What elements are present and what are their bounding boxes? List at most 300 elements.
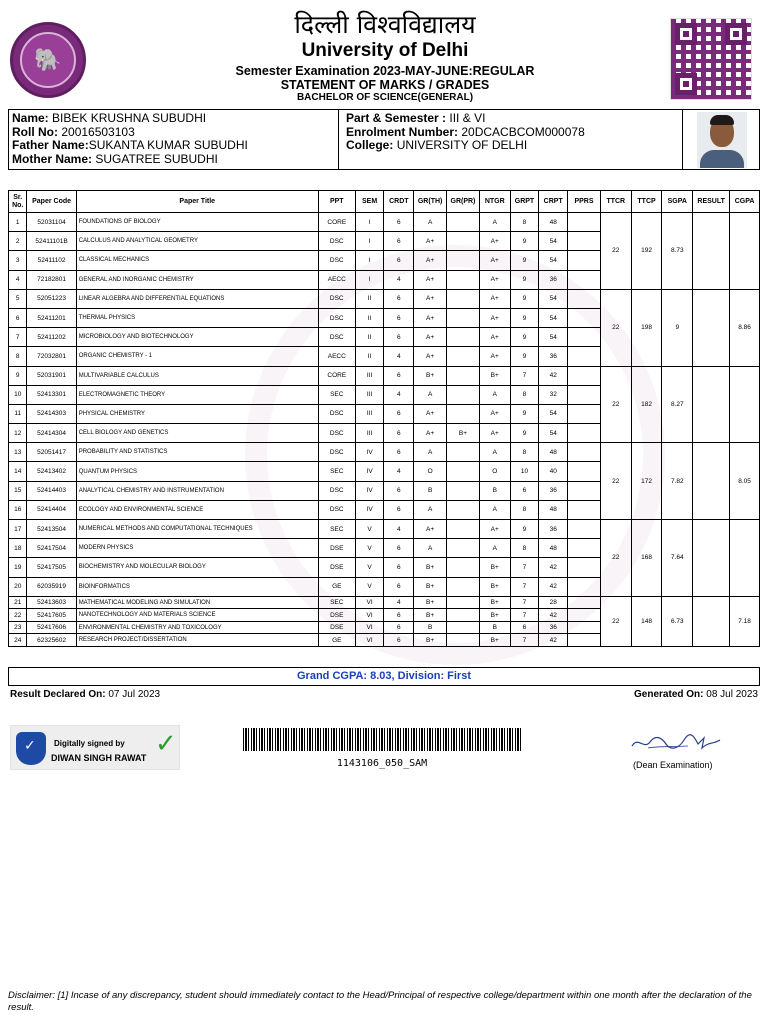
paper-title-cell: FOUNDATIONS OF BIOLOGY bbox=[76, 213, 318, 232]
crdt-cell: 6 bbox=[384, 577, 414, 596]
gr-th-cell: A+ bbox=[414, 270, 447, 289]
column-header: PPRS bbox=[568, 191, 601, 213]
ntgr-cell: B+ bbox=[479, 558, 510, 577]
enrolment-details bbox=[340, 110, 683, 169]
crpt-cell: 28 bbox=[539, 596, 568, 609]
gr-pr-cell bbox=[447, 621, 480, 634]
crdt-cell: 6 bbox=[384, 232, 414, 251]
ntgr-cell: A+ bbox=[479, 232, 510, 251]
ttcp-cell: 192 bbox=[631, 213, 662, 290]
table-row bbox=[9, 366, 760, 385]
sem-cell: V bbox=[355, 577, 384, 596]
crdt-cell: 6 bbox=[384, 308, 414, 327]
paper-title-cell: MICROBIOLOGY AND BIOTECHNOLOGY bbox=[76, 328, 318, 347]
paper-title-cell: NUMERICAL METHODS AND COMPUTATIONAL TECHNIQUES bbox=[76, 520, 318, 539]
pprs-cell bbox=[568, 347, 601, 366]
paper-code-cell: 52414403 bbox=[27, 481, 76, 500]
gr-pr-cell bbox=[447, 596, 480, 609]
paper-code-cell: 52414303 bbox=[27, 404, 76, 423]
paper-title-cell: MODERN PHYSICS bbox=[76, 539, 318, 558]
gr-th-cell: A bbox=[414, 539, 447, 558]
crpt-cell: 48 bbox=[539, 539, 568, 558]
crdt-cell: 4 bbox=[384, 520, 414, 539]
sr-no-cell: 5 bbox=[9, 289, 27, 308]
gr-pr-cell bbox=[447, 558, 480, 577]
dean-examination-label: (Dean Examination) bbox=[633, 760, 713, 770]
ntgr-cell: A bbox=[479, 500, 510, 519]
gr-th-cell: B+ bbox=[414, 558, 447, 577]
column-header: GRPT bbox=[510, 191, 539, 213]
grpt-cell: 9 bbox=[510, 328, 539, 347]
pprs-cell bbox=[568, 366, 601, 385]
paper-title-cell: RESEARCH PROJECT/DISSERTATION bbox=[76, 634, 318, 647]
part-semester: III & VI bbox=[449, 111, 486, 125]
pprs-cell bbox=[568, 596, 601, 609]
pprs-cell bbox=[568, 520, 601, 539]
sr-no-cell: 1 bbox=[9, 213, 27, 232]
crdt-cell: 6 bbox=[384, 634, 414, 647]
grand-cgpa: Grand CGPA: 8.03, Division: First bbox=[8, 667, 760, 686]
paper-code-cell: 62325602 bbox=[27, 634, 76, 647]
ntgr-cell: B+ bbox=[479, 366, 510, 385]
ntgr-cell: A+ bbox=[479, 347, 510, 366]
gr-pr-cell bbox=[447, 577, 480, 596]
ppt-cell: DSE bbox=[318, 558, 355, 577]
crdt-cell: 6 bbox=[384, 500, 414, 519]
ppt-cell: DSC bbox=[318, 232, 355, 251]
result-declared bbox=[10, 689, 160, 700]
qr-finder-icon bbox=[675, 23, 697, 45]
gr-th-cell: O bbox=[414, 462, 447, 481]
crdt-cell: 6 bbox=[384, 443, 414, 462]
ntgr-cell: B bbox=[479, 481, 510, 500]
result-cell bbox=[693, 520, 730, 597]
paper-code-cell: 52031901 bbox=[27, 366, 76, 385]
ppt-cell: DSE bbox=[318, 539, 355, 558]
ntgr-cell: B+ bbox=[479, 577, 510, 596]
pprs-cell bbox=[568, 251, 601, 270]
grpt-cell: 7 bbox=[510, 634, 539, 647]
result-declared-label: Result Declared On: bbox=[10, 689, 106, 700]
grpt-cell: 9 bbox=[510, 424, 539, 443]
column-header: TTCR bbox=[600, 191, 631, 213]
signer-name: DIWAN SINGH RAWAT bbox=[51, 753, 147, 763]
crdt-cell: 6 bbox=[384, 539, 414, 558]
crdt-cell: 6 bbox=[384, 289, 414, 308]
grpt-cell: 7 bbox=[510, 596, 539, 609]
ppt-cell: DSC bbox=[318, 443, 355, 462]
result-cell bbox=[693, 443, 730, 520]
paper-title-cell: MATHEMATICAL MODELING AND SIMULATION bbox=[76, 596, 318, 609]
pprs-cell bbox=[568, 539, 601, 558]
sr-no-cell: 24 bbox=[9, 634, 27, 647]
sem-cell: VI bbox=[355, 634, 384, 647]
ppt-cell: DSC bbox=[318, 404, 355, 423]
ntgr-cell: A bbox=[479, 385, 510, 404]
crpt-cell: 36 bbox=[539, 621, 568, 634]
enrolment-number: 20DCACBCOM000078 bbox=[461, 124, 585, 139]
sr-no-cell: 18 bbox=[9, 539, 27, 558]
sem-cell: V bbox=[355, 539, 384, 558]
crpt-cell: 54 bbox=[539, 424, 568, 443]
gr-th-cell: A+ bbox=[414, 520, 447, 539]
crpt-cell: 42 bbox=[539, 577, 568, 596]
paper-title-cell: ELECTROMAGNETIC THEORY bbox=[76, 385, 318, 404]
statement-title: STATEMENT OF MARKS / GRADES bbox=[280, 78, 490, 92]
ppt-cell: CORE bbox=[318, 366, 355, 385]
crpt-cell: 36 bbox=[539, 481, 568, 500]
ttcp-cell: 172 bbox=[631, 443, 662, 520]
crpt-cell: 32 bbox=[539, 385, 568, 404]
paper-title-cell: BIOCHEMISTRY AND MOLECULAR BIOLOGY bbox=[76, 558, 318, 577]
paper-title-cell: ECOLOGY AND ENVIRONMENTAL SCIENCE bbox=[76, 500, 318, 519]
crpt-cell: 40 bbox=[539, 462, 568, 481]
crdt-cell: 6 bbox=[384, 621, 414, 634]
sem-cell: IV bbox=[355, 481, 384, 500]
pprs-cell bbox=[568, 289, 601, 308]
sr-no-cell: 23 bbox=[9, 621, 27, 634]
sem-cell: III bbox=[355, 385, 384, 404]
grpt-cell: 9 bbox=[510, 520, 539, 539]
column-header: CRPT bbox=[539, 191, 568, 213]
gr-th-cell: A bbox=[414, 385, 447, 404]
grpt-cell: 9 bbox=[510, 232, 539, 251]
pprs-cell bbox=[568, 558, 601, 577]
cgpa-cell bbox=[730, 366, 760, 443]
grpt-cell: 9 bbox=[510, 347, 539, 366]
column-header: CGPA bbox=[730, 191, 760, 213]
ppt-cell: DSC bbox=[318, 289, 355, 308]
column-header: Paper Code bbox=[27, 191, 76, 213]
paper-title-cell: GENERAL AND INORGANIC CHEMISTRY bbox=[76, 270, 318, 289]
column-header: GR(TH) bbox=[414, 191, 447, 213]
sem-cell: I bbox=[355, 232, 384, 251]
crpt-cell: 54 bbox=[539, 232, 568, 251]
grpt-cell: 6 bbox=[510, 481, 539, 500]
sr-no-cell: 20 bbox=[9, 577, 27, 596]
crpt-cell: 42 bbox=[539, 558, 568, 577]
paper-title-cell: PHYSICAL CHEMISTRY bbox=[76, 404, 318, 423]
crpt-cell: 54 bbox=[539, 251, 568, 270]
ppt-cell: AECC bbox=[318, 347, 355, 366]
grpt-cell: 8 bbox=[510, 385, 539, 404]
column-header: GR(PR) bbox=[447, 191, 480, 213]
university-logo bbox=[10, 22, 86, 98]
result-cell bbox=[693, 366, 730, 443]
gr-th-cell: B+ bbox=[414, 577, 447, 596]
paper-code-cell: 52417606 bbox=[27, 621, 76, 634]
gr-pr-cell bbox=[447, 520, 480, 539]
grpt-cell: 7 bbox=[510, 558, 539, 577]
gr-pr-cell bbox=[447, 634, 480, 647]
sem-cell: VI bbox=[355, 596, 384, 609]
sgpa-cell: 6.73 bbox=[662, 596, 693, 646]
pprs-cell bbox=[568, 385, 601, 404]
ttcp-cell: 168 bbox=[631, 520, 662, 597]
ppt-cell: GE bbox=[318, 577, 355, 596]
university-hindi-name: दिल्ली विश्वविद्यालय bbox=[294, 10, 476, 39]
semester-exam-title: Semester Examination 2023-MAY-JUNE:REGULAR bbox=[235, 64, 535, 78]
column-header: SGPA bbox=[662, 191, 693, 213]
ppt-cell: CORE bbox=[318, 213, 355, 232]
table-row bbox=[9, 520, 760, 539]
sgpa-cell: 8.73 bbox=[662, 213, 693, 290]
dean-signature-icon bbox=[628, 732, 723, 754]
gr-th-cell: A+ bbox=[414, 404, 447, 423]
column-header: TTCP bbox=[631, 191, 662, 213]
column-header: Paper Title bbox=[76, 191, 318, 213]
ttcr-cell: 22 bbox=[600, 520, 631, 597]
gr-th-cell: A+ bbox=[414, 328, 447, 347]
pprs-cell bbox=[568, 404, 601, 423]
sem-cell: II bbox=[355, 308, 384, 327]
ntgr-cell: A+ bbox=[479, 270, 510, 289]
paper-code-cell: 52414304 bbox=[27, 424, 76, 443]
ntgr-cell: O bbox=[479, 462, 510, 481]
sem-cell: VI bbox=[355, 609, 384, 622]
crpt-cell: 42 bbox=[539, 609, 568, 622]
paper-code-cell: 52051417 bbox=[27, 443, 76, 462]
crdt-cell: 6 bbox=[384, 481, 414, 500]
ntgr-cell: A bbox=[479, 443, 510, 462]
father-name: SUKANTA KUMAR SUBUDHI bbox=[88, 138, 248, 152]
grpt-cell: 7 bbox=[510, 366, 539, 385]
crdt-cell: 4 bbox=[384, 462, 414, 481]
ntgr-cell: A bbox=[479, 539, 510, 558]
gr-pr-cell bbox=[447, 481, 480, 500]
table-row bbox=[9, 596, 760, 609]
crdt-cell: 6 bbox=[384, 251, 414, 270]
mother-label: Mother Name: bbox=[12, 151, 93, 166]
sem-cell: V bbox=[355, 520, 384, 539]
ttcr-cell: 22 bbox=[600, 366, 631, 443]
paper-code-cell: 52411101B bbox=[27, 232, 76, 251]
ppt-cell: DSE bbox=[318, 609, 355, 622]
sem-cell: VI bbox=[355, 621, 384, 634]
result-declared-date: 07 Jul 2023 bbox=[108, 689, 161, 700]
student-photo bbox=[684, 110, 760, 169]
student-details bbox=[9, 110, 339, 169]
paper-title-cell: NANOTECHNOLOGY AND MATERIALS SCIENCE bbox=[76, 609, 318, 622]
gr-th-cell: B bbox=[414, 481, 447, 500]
sem-cell: II bbox=[355, 289, 384, 308]
sr-no-cell: 4 bbox=[9, 270, 27, 289]
sem-cell: III bbox=[355, 366, 384, 385]
sr-no-cell: 8 bbox=[9, 347, 27, 366]
generated-on bbox=[634, 689, 758, 700]
sr-no-cell: 16 bbox=[9, 500, 27, 519]
paper-code-cell: 52413402 bbox=[27, 462, 76, 481]
paper-code-cell: 52413603 bbox=[27, 596, 76, 609]
paper-code-cell: 52411201 bbox=[27, 308, 76, 327]
gr-th-cell: B bbox=[414, 621, 447, 634]
name-label: Name: bbox=[12, 111, 49, 125]
grpt-cell: 8 bbox=[510, 539, 539, 558]
pprs-cell bbox=[568, 462, 601, 481]
gr-pr-cell bbox=[447, 308, 480, 327]
sgpa-cell: 7.82 bbox=[662, 443, 693, 520]
ntgr-cell: B bbox=[479, 621, 510, 634]
barcode bbox=[243, 728, 521, 751]
disclaimer: Disclaimer: [1] Incase of any discrepancy, student should immediately contact to the Head/Principal of respective college/department within one month after the declaration of the result. bbox=[8, 990, 752, 1013]
cgpa-cell bbox=[730, 213, 760, 290]
enrolment-label: Enrolment Number: bbox=[346, 124, 459, 139]
sem-cell: II bbox=[355, 347, 384, 366]
result-cell bbox=[693, 289, 730, 366]
cgpa-cell: 7.18 bbox=[730, 596, 760, 646]
column-header: RESULT bbox=[693, 191, 730, 213]
paper-code-cell: 72182801 bbox=[27, 270, 76, 289]
ppt-cell: SEC bbox=[318, 462, 355, 481]
sr-no-cell: 12 bbox=[9, 424, 27, 443]
gr-th-cell: A+ bbox=[414, 289, 447, 308]
column-header: PPT bbox=[318, 191, 355, 213]
crdt-cell: 4 bbox=[384, 347, 414, 366]
gr-th-cell: A bbox=[414, 443, 447, 462]
column-header: NTGR bbox=[479, 191, 510, 213]
sr-no-cell: 3 bbox=[9, 251, 27, 270]
cgpa-cell bbox=[730, 520, 760, 597]
grpt-cell: 7 bbox=[510, 609, 539, 622]
gr-pr-cell bbox=[447, 328, 480, 347]
crdt-cell: 4 bbox=[384, 270, 414, 289]
sr-no-cell: 19 bbox=[9, 558, 27, 577]
college-name: UNIVERSITY OF DELHI bbox=[396, 138, 528, 152]
gr-th-cell: A+ bbox=[414, 308, 447, 327]
cgpa-cell: 8.05 bbox=[730, 443, 760, 520]
sr-no-cell: 14 bbox=[9, 462, 27, 481]
gr-th-cell: A+ bbox=[414, 347, 447, 366]
gr-pr-cell bbox=[447, 404, 480, 423]
sr-no-cell: 10 bbox=[9, 385, 27, 404]
paper-code-cell: 52413504 bbox=[27, 520, 76, 539]
crpt-cell: 54 bbox=[539, 289, 568, 308]
gr-th-cell: B+ bbox=[414, 366, 447, 385]
qr-finder-icon bbox=[675, 73, 697, 95]
person-photo-icon bbox=[697, 112, 747, 168]
paper-code-cell: 52031104 bbox=[27, 213, 76, 232]
ntgr-cell: A+ bbox=[479, 520, 510, 539]
sgpa-cell: 9 bbox=[662, 289, 693, 366]
grpt-cell: 9 bbox=[510, 251, 539, 270]
cgpa-cell: 8.86 bbox=[730, 289, 760, 366]
sem-cell: I bbox=[355, 270, 384, 289]
pprs-cell bbox=[568, 308, 601, 327]
crdt-cell: 6 bbox=[384, 558, 414, 577]
ntgr-cell: A+ bbox=[479, 328, 510, 347]
paper-title-cell: LINEAR ALGEBRA AND DIFFERENTIAL EQUATIONS bbox=[76, 289, 318, 308]
pprs-cell bbox=[568, 609, 601, 622]
gr-th-cell: A bbox=[414, 213, 447, 232]
table-header-row bbox=[9, 191, 760, 213]
crdt-cell: 6 bbox=[384, 213, 414, 232]
sem-cell: IV bbox=[355, 443, 384, 462]
ttcr-cell: 22 bbox=[600, 443, 631, 520]
ppt-cell: SEC bbox=[318, 596, 355, 609]
pprs-cell bbox=[568, 213, 601, 232]
paper-title-cell: ANALYTICAL CHEMISTRY AND INSTRUMENTATION bbox=[76, 481, 318, 500]
gr-pr-cell bbox=[447, 270, 480, 289]
gr-pr-cell bbox=[447, 347, 480, 366]
digitally-signed-label: Digitally signed by bbox=[54, 739, 125, 748]
paper-title-cell: CALCULUS AND ANALYTICAL GEOMETRY bbox=[76, 232, 318, 251]
gr-pr-cell bbox=[447, 609, 480, 622]
ppt-cell: DSC bbox=[318, 500, 355, 519]
sem-cell: III bbox=[355, 424, 384, 443]
crdt-cell: 6 bbox=[384, 328, 414, 347]
ntgr-cell: B+ bbox=[479, 634, 510, 647]
ppt-cell: DSC bbox=[318, 481, 355, 500]
gr-th-cell: B+ bbox=[414, 609, 447, 622]
sr-no-cell: 21 bbox=[9, 596, 27, 609]
crpt-cell: 42 bbox=[539, 366, 568, 385]
paper-code-cell: 52417504 bbox=[27, 539, 76, 558]
sr-no-cell: 22 bbox=[9, 609, 27, 622]
paper-title-cell: CELL BIOLOGY AND GENETICS bbox=[76, 424, 318, 443]
roll-number: 20016503103 bbox=[61, 124, 135, 139]
column-header: SEM bbox=[355, 191, 384, 213]
gr-th-cell: B+ bbox=[414, 596, 447, 609]
paper-code-cell: 52411202 bbox=[27, 328, 76, 347]
ppt-cell: DSE bbox=[318, 621, 355, 634]
sr-no-cell: 2 bbox=[9, 232, 27, 251]
gr-pr-cell bbox=[447, 539, 480, 558]
gr-pr-cell: B+ bbox=[447, 424, 480, 443]
sr-no-cell: 11 bbox=[9, 404, 27, 423]
ttcp-cell: 148 bbox=[631, 596, 662, 646]
ntgr-cell: B+ bbox=[479, 596, 510, 609]
paper-title-cell: CLASSICAL MECHANICS bbox=[76, 251, 318, 270]
paper-code-cell: 52411102 bbox=[27, 251, 76, 270]
grpt-cell: 9 bbox=[510, 270, 539, 289]
column-header: Sr. No. bbox=[9, 191, 27, 213]
gr-pr-cell bbox=[447, 213, 480, 232]
ppt-cell: DSC bbox=[318, 251, 355, 270]
generated-label: Generated On: bbox=[634, 689, 704, 700]
gr-pr-cell bbox=[447, 251, 480, 270]
father-label: Father Name: bbox=[12, 138, 89, 152]
gr-th-cell: B+ bbox=[414, 634, 447, 647]
generated-date: 08 Jul 2023 bbox=[706, 689, 758, 700]
sem-cell: II bbox=[355, 328, 384, 347]
pprs-cell bbox=[568, 424, 601, 443]
barcode-text: 1143106_050_SAM bbox=[336, 758, 428, 769]
crpt-cell: 48 bbox=[539, 213, 568, 232]
crpt-cell: 48 bbox=[539, 500, 568, 519]
pprs-cell bbox=[568, 232, 601, 251]
ppt-cell: SEC bbox=[318, 520, 355, 539]
table-row bbox=[9, 213, 760, 232]
table-row bbox=[9, 443, 760, 462]
grpt-cell: 8 bbox=[510, 500, 539, 519]
part-label: Part & Semester : bbox=[346, 111, 447, 125]
sem-cell: IV bbox=[355, 500, 384, 519]
sr-no-cell: 6 bbox=[9, 308, 27, 327]
crdt-cell: 6 bbox=[384, 424, 414, 443]
student-name: BIBEK KRUSHNA SUBUDHI bbox=[52, 111, 207, 125]
roll-label: Roll No: bbox=[12, 124, 58, 139]
qr-finder-icon bbox=[725, 23, 747, 45]
sem-cell: III bbox=[355, 404, 384, 423]
ntgr-cell: A+ bbox=[479, 289, 510, 308]
paper-title-cell: ORGANIC CHEMISTRY - 1 bbox=[76, 347, 318, 366]
student-info-box bbox=[8, 109, 760, 170]
college-label: College: bbox=[346, 138, 394, 152]
crpt-cell: 54 bbox=[539, 308, 568, 327]
ttcr-cell: 22 bbox=[600, 596, 631, 646]
digital-signature bbox=[10, 725, 180, 770]
ppt-cell: DSC bbox=[318, 308, 355, 327]
